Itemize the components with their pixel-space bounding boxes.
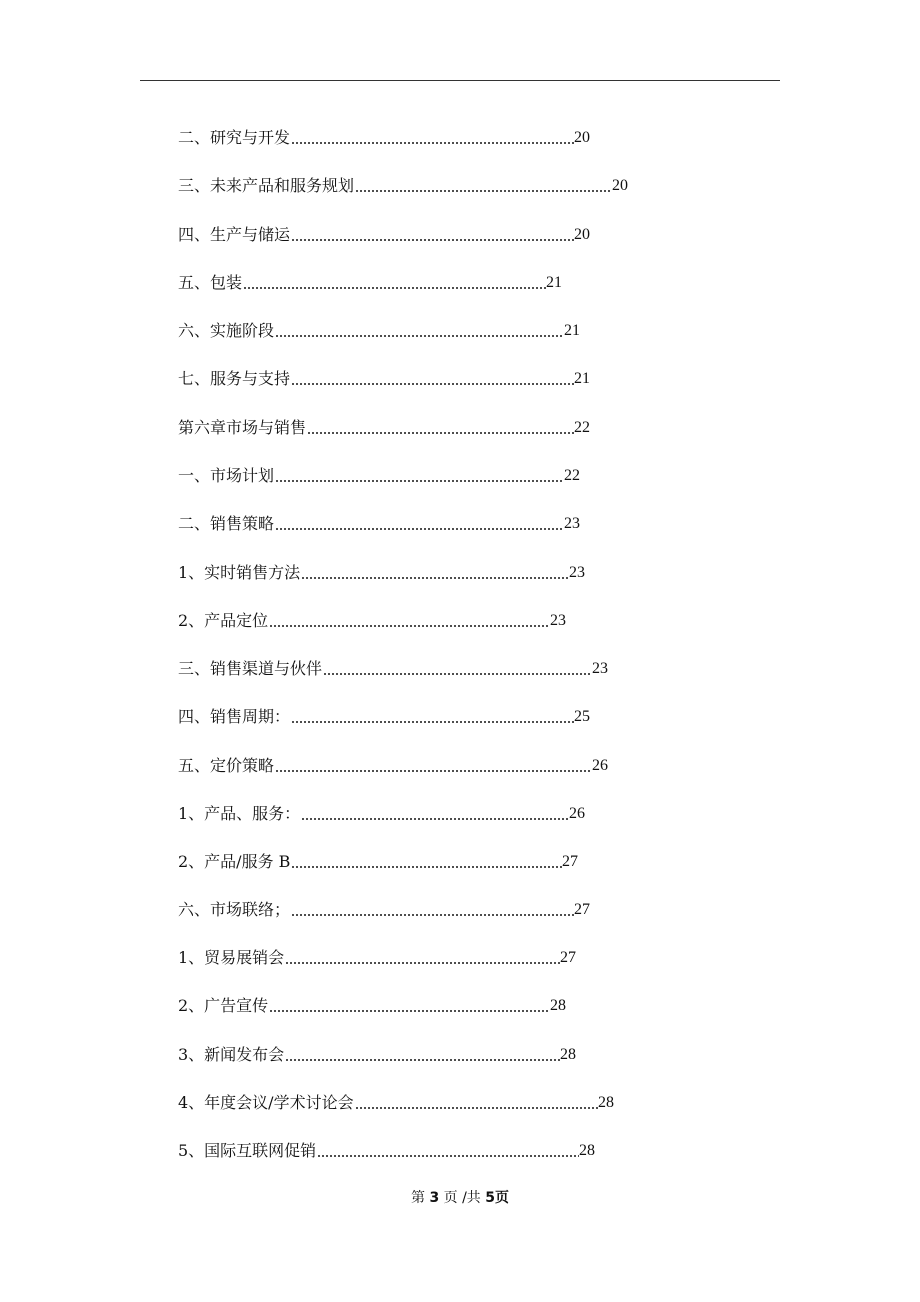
toc-entry[interactable] (178, 658, 608, 680)
toc-entry-page: 22 (564, 467, 580, 484)
toc-entry-page: 23 (569, 564, 585, 581)
toc-entry-page: 25 (574, 708, 590, 725)
toc-entry[interactable] (178, 1092, 614, 1114)
toc-entry-page: 27 (560, 949, 576, 966)
toc-entry-label: 5、国际互联网促销 (178, 1141, 317, 1160)
footer-mid: 页 /共 (443, 1190, 481, 1206)
toc-entry-label: 六、市场联络； (178, 900, 291, 919)
toc-entry-page: 27 (562, 853, 578, 870)
toc-entry-page: 21 (546, 274, 562, 291)
dot-leader (355, 1107, 598, 1109)
toc-entry-label: 2、广告宣传 (178, 996, 269, 1015)
dot-leader (291, 239, 574, 241)
dot-leader (291, 383, 574, 385)
current-page: 3 (429, 1190, 440, 1206)
toc-entry-page: 28 (550, 997, 566, 1014)
toc-entry-label: 六、实施阶段 (178, 321, 275, 340)
toc-entry-label: 2、产品定位 (178, 611, 269, 630)
dot-leader (323, 673, 592, 675)
page-footer (0, 1187, 920, 1207)
toc-entry-label: 2、产品/服务 B (178, 852, 291, 871)
toc-entry[interactable] (178, 175, 628, 197)
footer-prefix: 第 (410, 1190, 425, 1206)
toc-entry[interactable] (178, 755, 608, 777)
toc-entry-label: 三、未来产品和服务规划 (178, 176, 355, 195)
toc-entry-label: 1、实时销售方法 (178, 563, 301, 582)
toc-entry-label: 二、销售策略 (178, 514, 275, 533)
toc-entry-page: 21 (564, 322, 580, 339)
toc-entry-label: 五、定价策略 (178, 756, 275, 775)
toc-entry[interactable] (178, 272, 562, 294)
toc-entry-page: 20 (574, 226, 590, 243)
toc-entry-label: 四、生产与储运 (178, 225, 291, 244)
toc-entry-label: 3、新闻发布会 (178, 1045, 285, 1064)
toc-entry-page: 20 (612, 177, 628, 194)
dot-leader (269, 1010, 550, 1012)
footer-suffix: 页 (495, 1190, 510, 1206)
dot-leader (285, 962, 560, 964)
dot-leader (275, 770, 592, 772)
dot-leader (301, 577, 569, 579)
toc-entry-page: 20 (574, 129, 590, 146)
toc-entry-label: 一、市场计划 (178, 466, 275, 485)
toc-entry[interactable] (178, 899, 590, 921)
toc-entry[interactable] (178, 562, 585, 584)
toc-entry[interactable] (178, 995, 566, 1017)
dot-leader (285, 1059, 560, 1061)
toc-entry[interactable] (178, 947, 576, 969)
dot-leader (269, 625, 550, 627)
dot-leader (355, 190, 612, 192)
toc-entry[interactable] (178, 803, 585, 825)
toc-entry[interactable] (178, 417, 590, 439)
toc-entry-page: 28 (598, 1094, 614, 1111)
toc-entry-label: 4、年度会议/学术讨论会 (178, 1093, 354, 1112)
toc-entry-page: 28 (579, 1142, 595, 1159)
dot-leader (275, 480, 564, 482)
dot-leader (307, 432, 574, 434)
toc-entry-label: 1、贸易展销会 (178, 948, 285, 967)
toc-entry-page: 21 (574, 370, 590, 387)
toc-entry[interactable] (178, 127, 590, 149)
toc-entry-label: 七、服务与支持 (178, 369, 291, 388)
toc-entry[interactable] (178, 706, 590, 728)
toc-entry-label: 二、研究与开发 (178, 128, 291, 147)
toc-entry[interactable] (178, 1140, 595, 1162)
toc-entry[interactable] (178, 465, 580, 487)
toc-entry[interactable] (178, 224, 590, 246)
dot-leader (243, 287, 546, 289)
toc-entry-label: 1、产品、服务： (178, 804, 301, 823)
toc-entry-label: 三、销售渠道与伙伴 (178, 659, 323, 678)
total-pages: 5 (485, 1190, 496, 1206)
toc-entry-page: 26 (569, 805, 585, 822)
header-rule (140, 80, 780, 81)
dot-leader (291, 914, 574, 916)
dot-leader (291, 142, 574, 144)
dot-leader (275, 335, 564, 337)
toc-entry-label: 四、销售周期： (178, 707, 291, 726)
dot-leader (291, 866, 562, 868)
toc-entry-label: 第六章市场与销售 (178, 418, 307, 437)
toc-entry-page: 22 (574, 419, 590, 436)
dot-leader (317, 1155, 579, 1157)
toc-entry[interactable] (178, 851, 578, 873)
toc-entry-page: 23 (592, 660, 608, 677)
dot-leader (301, 818, 569, 820)
toc-entry-page: 26 (592, 757, 608, 774)
dot-leader (275, 528, 564, 530)
toc-entry-page: 23 (564, 515, 580, 532)
toc-entry-page: 28 (560, 1046, 576, 1063)
toc-entry[interactable] (178, 368, 590, 390)
toc-entry[interactable] (178, 1044, 576, 1066)
toc-entry[interactable] (178, 610, 566, 632)
toc-entry-label: 五、包装 (178, 273, 243, 292)
toc-entry-page: 23 (550, 612, 566, 629)
dot-leader (291, 721, 574, 723)
toc-entry-page: 27 (574, 901, 590, 918)
toc-entry[interactable] (178, 513, 580, 535)
toc-entry[interactable] (178, 320, 580, 342)
